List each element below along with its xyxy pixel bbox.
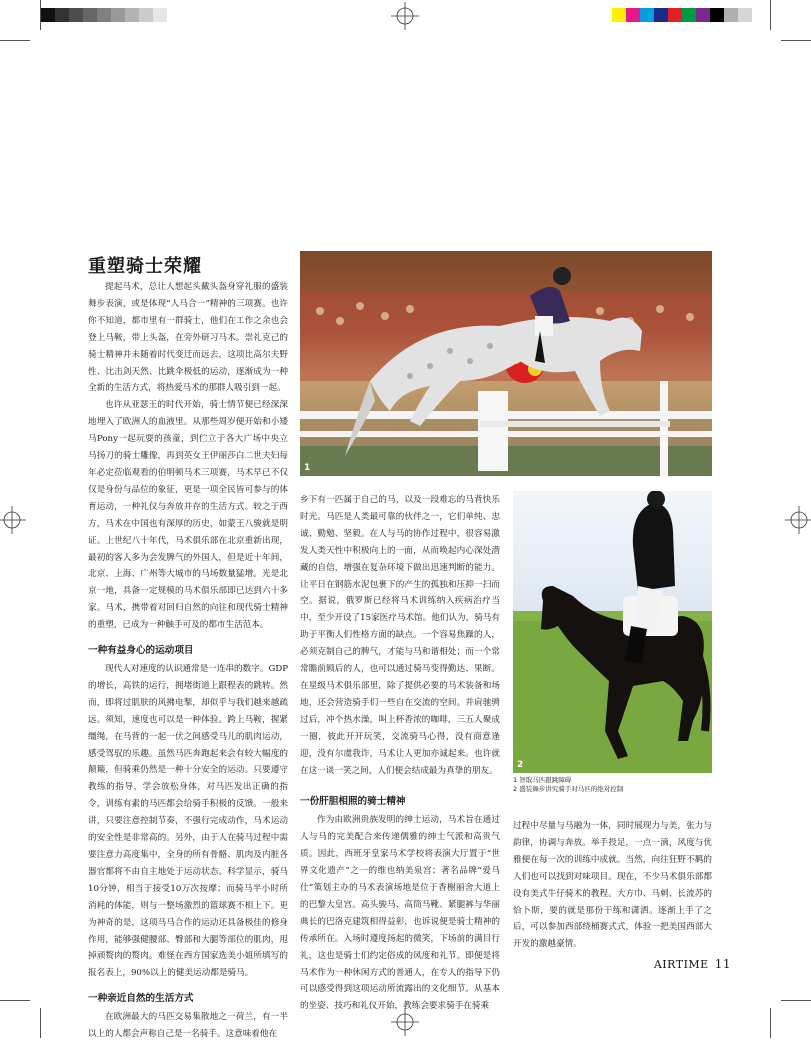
paragraph: 过程中尽量与马融为一体，同时展现力与美，张力与韵律，协调与奔放。举手投足，一点一滴，风度与优雅便在每一次的训练中成就。当然，向往狂野不羁的人们也可以找到对味项目。现在，不少马术俱乐部都设有美式牛仔骑术的教程。大方巾、马刺、长流苏的恰卜斯，要的就是那份干练和潇洒。逐渐上手了之后，可以参加西部绕桶赛式式，体验一把美国西部大开发的激越豪情。 [513, 821, 712, 950]
caption: 2 盛装舞步讲究骑手对马匹的绝对控制 [513, 785, 624, 793]
color-swatch [626, 8, 640, 22]
registration-crosshair-icon [785, 506, 811, 534]
crop-mark [770, 1008, 771, 1038]
color-swatch [55, 8, 69, 22]
crop-mark [781, 1000, 811, 1001]
registration-strip-right [612, 8, 752, 22]
paragraph: 在欧洲最大的马匹交易集散地之一荷兰，有一半以上的人都会声称自己是一名骑手。这意味着他在 [88, 1012, 288, 1040]
crop-mark [0, 1000, 30, 1001]
paragraph: 也许从亚瑟王的时代开始，骑士情节便已经深深地埋入了欧洲人的血液里。从那些周岁便开始和小矮马Pony一起玩耍的孩童，到伫立于各大广场中央立马扬刀的骑士雕像，再到英女王伊丽莎白二世夫妇每年必定莅临观看的伯明顿马术三项赛，马术早已不仅仅是身份与品位的象征，更是一项全民皆可参与的体育运动，一种礼仪与奔放并存的生活方式。较之于西方，马术在中国也有深厚的历史，如蒙王八骏就是明证。上世纪八十年代，马术俱乐部在北京重新出现，最初的客人多为会发脾气的外国人，但是近十年间，北京、上海、广州等大城市的马场数量猛增。光是北京一地，具备一定规模的马术俱乐部即已达到六十多家。马术，携带着对回归自然的向往和现代骑士精神的重塑，已成为一种触手可及的都市生活范本。 [88, 400, 288, 631]
page-footer [654, 957, 731, 971]
caption: 1 智取马匹跟跳障碍 [513, 776, 572, 784]
color-swatch [97, 8, 111, 22]
color-swatch [111, 8, 125, 22]
registration-crosshair-icon [0, 506, 26, 534]
crop-mark [770, 0, 771, 30]
crop-mark [0, 40, 30, 41]
photo-number: 2 [517, 760, 524, 770]
color-swatch [654, 8, 668, 22]
color-swatch [710, 8, 724, 22]
page-number: 11 [714, 957, 731, 971]
color-swatch [640, 8, 654, 22]
photo-captions [513, 776, 623, 794]
crop-mark [40, 0, 41, 30]
color-swatch [83, 8, 97, 22]
color-swatch [69, 8, 83, 22]
section-heading: 一种亲近自然的生活方式 [88, 993, 194, 1005]
color-swatch [125, 8, 139, 22]
text-column-1 [88, 279, 288, 1043]
section-heading: 一份肝胆相照的骑士精神 [300, 796, 406, 808]
color-swatch [668, 8, 682, 22]
color-swatch [139, 8, 153, 22]
photo-show-jumping [300, 251, 712, 476]
article-title: 重塑骑士荣耀 [88, 256, 202, 277]
color-swatch [696, 8, 710, 22]
color-swatch [41, 8, 55, 22]
photo-number: 1 [304, 463, 311, 473]
paragraph: 乡下有一匹属于自己的马，以及一段难忘的马背快乐时光。马匹是人类最可靠的伙伴之一，它们单纯、忠诚、勤勉、坚毅。在人与马的协作过程中，很容易激发人类天性中积极向上的一面，从而唤起内心深处潜藏的自信，增强在复杂环境下做出迅速判断的能力。让平日在钢筋水泥包裹下的产生的孤独和压抑一扫而空。据说，俄罗斯已经将马术训练纳入疾病治疗当中，至少开设了15家医疗马术馆。他们认为，骑马有助于平衡人们性格方面的缺点。一个容易焦躁的人，必须克制自己的脾气，才能与马和谐相处；而一个常常瞻前顾后的人，也可以通过骑马变得勤达、果断。在星级马术俱乐部里，除了提供必要的马术装备和场地，还会营造骑手们一些自在交流的空间。并肩驰骋过后，冲个热水澡，叫上杯香浓的咖啡，三五人聚成一圈，彼此开开玩笑，交流骑马心得，没有商意逢迎，没有尔虞我诈，马术让人更加亦诚起来。也许就在这一谈一笑之间，人们便会结成最为真挚的朋友。 [300, 495, 500, 776]
registration-crosshair-icon [391, 2, 419, 30]
magazine-name: AIRTIME [653, 958, 709, 971]
color-swatch [612, 8, 626, 22]
color-swatch [682, 8, 696, 22]
text-column-3 [513, 818, 712, 953]
paragraph: 作为由欧洲贵族发明的绅士运动，马术旨在通过人与马的完美配合来传递儒雅的绅士气派和高贵气质。因此，西班牙皇家马术学校将表演大厅置于“世界文化遗产”之一的维也纳美泉宫；著名品牌“爱马仕”策划主办的马术表演场地是位于香榭丽舍大道上的巴黎大皇宫。高头骏马、高筒马靴、紧腿裤与华丽典长的巴洛克建筑相得益彰，也诉说便是骑士精神的传承所在。入场时遵度扬起的微笑，下场前的满目行礼，这也是骑士们约定俗成的风度和礼节。即便是将马术作为一种休闲方式的普通人，在专人的指导下仍可以感受得到这项运动所流露出的文化细节。从基本的坐姿、技巧和礼仪开始，教练会要求骑手在骑乘 [300, 815, 500, 1012]
paragraph: 现代人对速度的认识通常是一连串的数字。GDP的增长，高铁的运行，拥堵街道上跟程表的跳转。然而，即将过肌肤的风拂电掣，却似乎与我们越来越疏远。须知，速度也可以是一种体验。跨上马鞍，握紧缰绳，在马背的一起一伏之间感受马儿的肌肉运动，感受驾驭的乐趣。虽然马匹奔跑起来会有较大幅度的颠簸，但骑乘仍然是一种十分安全的运动。只要遵守教练的指导，学会放松身体，对马匹发出正确的指令，训练有素的马匹都会给骑手积极的反馈。一般来讲，只要注意控制节奏，不强行完成动作，马术运动的安全性是非常高的。另外，由于人在骑马过程中需要注意力高度集中，全身的所有骨骼、肌肉及内脏各器官都将不由自主地处于运动状态。科学显示，骑马10分钟，相当于接受10万次按摩；而骑马半小时所消耗的体能，则与一整场激烈的篮球赛不相上下。更为神奇的是，这项马马合作的运动还具备极佳的修身作用，能够强健腰部、臀部和大腿等部位的肌肉，甩掉顽赘肉的赘肉。难怪在西方国家选美小姐所填写的报名表上，90%以上的健美运动都是骑马。 [88, 664, 288, 979]
section-heading: 一种有益身心的运动项目 [88, 645, 194, 657]
text-column-2 [300, 492, 500, 1015]
registration-strip-left [41, 8, 167, 22]
paragraph: 提起马术，总让人想起头戴头盔身穿礼服的盛装舞步表演，或是体现“人马合一”精神的三项赛。也许你不知道，都市里有一群骑士，他们在工作之余也会登上马鞍，带上头盔，在旁外研习马术。崇礼克己的骑士精神并未随着时代变迁而远去，这项比高尔夫野性、比击剑天然、比跳伞极低的运动，逐渐成为一种全新的生活方式，将热爱马术的那群人吸引到一起。 [88, 282, 288, 394]
color-swatch [738, 8, 752, 22]
crop-mark [781, 40, 811, 41]
color-swatch [724, 8, 738, 22]
color-swatch [153, 8, 167, 22]
photo-dressage [513, 491, 712, 773]
crop-mark [40, 1008, 41, 1038]
